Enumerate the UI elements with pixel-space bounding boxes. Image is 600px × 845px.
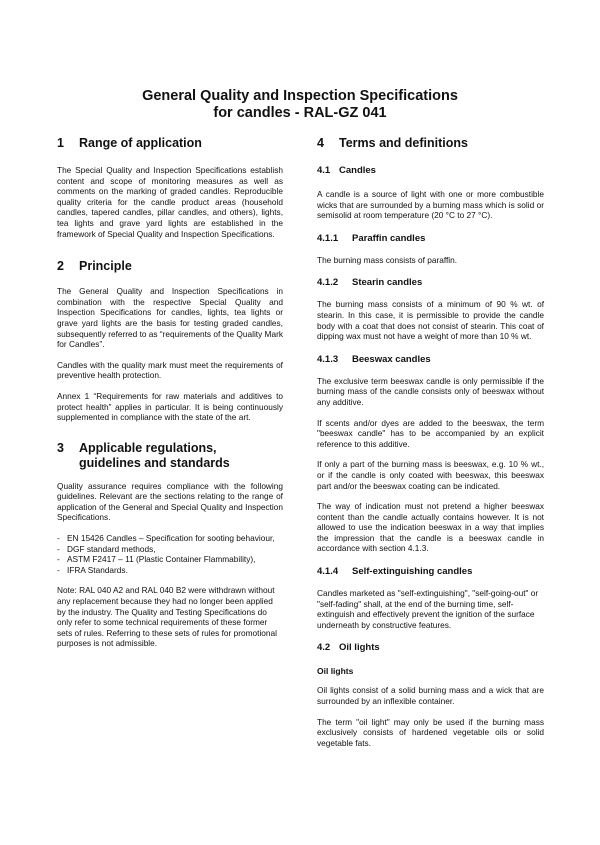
list-item: - IFRA Standards. xyxy=(57,565,283,576)
section-4-1-3-paragraph-1: The exclusive term beeswax candle is only permissible if the burning mass of the candle consists only of beeswax without any additive. xyxy=(317,375,544,407)
list-item: - EN 15426 Candles – Specification for sooting behaviour, xyxy=(57,533,283,544)
section-4-1-2-heading xyxy=(317,277,544,289)
section-title: Principle xyxy=(79,259,132,274)
section-title: Stearin candles xyxy=(352,277,423,289)
left-column xyxy=(57,136,283,649)
section-number: 4 xyxy=(317,136,324,150)
list-item: - DGF standard methods, xyxy=(57,544,283,555)
section-number: 4.1.3 xyxy=(317,353,339,365)
section-3-heading xyxy=(57,441,283,471)
oil-lights-subheading: Oil lights xyxy=(317,666,354,677)
section-4-1-3-heading xyxy=(317,354,544,366)
section-title: Range of application xyxy=(79,136,202,150)
section-4-1-paragraph: A candle is a source of light with one or more combustible wicks that are surrounded by a burning mass which is solid or semisolid at room temperature (20 °C to 27 °C). xyxy=(317,189,544,221)
section-title: Candles xyxy=(339,165,376,176)
section-3-paragraph-1: Quality assurance requires compliance with the following guidelines. Relevant are the sections relating to the range of application of the General and Special Quality and Inspection Specifications. xyxy=(57,480,283,523)
section-2-paragraph-2: Candles with the quality mark must meet the requirements of preventive health protection. xyxy=(57,359,283,381)
section-2-paragraph-3: Annex 1 “Requirements for raw materials and additives to protect health” applies in particular. It is being continuously supplemented in compliance with the state of the art. xyxy=(57,390,283,423)
section-1-heading xyxy=(57,136,283,151)
section-title: Paraffin candles xyxy=(352,232,426,244)
section-title: Oil lights xyxy=(339,642,380,654)
section-4-1-3-paragraph-2: If scents and/or dyes are added to the beeswax, the term "beeswax candle" has to be accompanied by an explicit reference to this additive. xyxy=(317,417,544,449)
section-4-heading xyxy=(317,136,544,151)
document-title-line2: for candles - RAL-GZ 041 xyxy=(213,105,387,121)
section-4-1-2-paragraph: The burning mass consists of a minimum of 90 % wt. of stearin. In this case, it is permissible to provide the candle body with a coat that does not consist of stearin. This coat of dipping wax must not have a weight of more than 10 % wt. xyxy=(317,299,544,342)
section-number: 4.1 xyxy=(317,165,331,176)
document-title-line1: General Quality and Inspection Specifications xyxy=(142,88,458,104)
section-2-heading xyxy=(57,259,283,274)
document-title xyxy=(0,88,600,122)
section-4-1-4-paragraph: Candles marketed as "self-extinguishing", "self-going-out" or "self-fading" shall, at the end of the burning time, self-extinguish and effectively prevent the ignition of the surface underneath by constructive features. xyxy=(317,588,539,630)
section-number: 4.1.2 xyxy=(317,277,339,289)
section-4-2-heading xyxy=(317,642,544,654)
section-4-1-3-paragraph-3: If only a part of the burning mass is beeswax, e.g. 10 % wt., or if the candle is only coated with beeswax, this beeswax part and/or the beeswax coating can be indicated. xyxy=(317,459,544,491)
section-number: 4.2 xyxy=(317,642,331,654)
section-title-line2: guidelines and standards xyxy=(79,455,230,470)
section-2-paragraph-1: The General Quality and Inspection Specifications in combination with the respective Special Quality and Inspection Specifications for candles, lights, tea lights or grave yard lights are the basis for testing graded candles, subsequently referred to as “requirements of the Quality Mark for Candles”. xyxy=(57,286,283,350)
section-number: 4.1.4 xyxy=(317,566,339,578)
right-column xyxy=(317,136,544,748)
section-4-1-1-paragraph: The burning mass consists of paraffin. xyxy=(317,254,458,265)
section-4-1-3-paragraph-4: The way of indication must not pretend a higher beeswax content than the candle actually contains however. It is not allowed to use the indication beeswax in a way that implies the impression that the candle is a beeswax candle in accordance with section 4.1.3. xyxy=(317,501,544,554)
section-title: Self-extinguishing candles xyxy=(352,566,473,578)
section-title: Terms and definitions xyxy=(339,136,468,150)
list-item: - ASTM F2417 – 11 (Plastic Container Flammability), xyxy=(57,554,283,565)
section-4-1-heading xyxy=(317,165,544,177)
section-number: 3 xyxy=(57,440,64,455)
section-4-1-4-heading xyxy=(317,566,544,578)
section-1-paragraph-1: The Special Quality and Inspection Specifications establish content and scope of monitoring measures as well as comments on the marking of graded candles. Reproducible quality criteria for the candle product areas (household candles, tapered candles, pillar candles, and others), lights, tea lights and grave yard lights are established in the framework of Special Quality and Inspection Specifications. xyxy=(57,165,283,239)
section-number: 2 xyxy=(57,259,64,274)
section-number: 4.1.1 xyxy=(317,232,339,244)
section-title: Beeswax candles xyxy=(352,353,431,365)
section-number: 1 xyxy=(57,136,64,150)
section-4-2-paragraph-1: Oil lights consist of a solid burning mass and a wick that are surrounded by an inflexible container. xyxy=(317,685,544,707)
section-title-line1: Applicable regulations, xyxy=(79,440,217,455)
standards-list xyxy=(57,533,283,575)
section-4-1-1-heading xyxy=(317,233,544,245)
section-3-note: Note: RAL 040 A2 and RAL 040 B2 were withdrawn without any replacement because they had no longer been applied by the industry. The Quality and Testing Specifications do only refer to some technical requirements of these former sets of rules. Referring to these sets of rules for promotional purposes is not admissible. xyxy=(57,585,277,649)
section-4-2-paragraph-2: The term "oil light" may only be used if the burning mass exclusively consists of hardened vegetable oils or solid vegetable fats. xyxy=(317,716,544,748)
